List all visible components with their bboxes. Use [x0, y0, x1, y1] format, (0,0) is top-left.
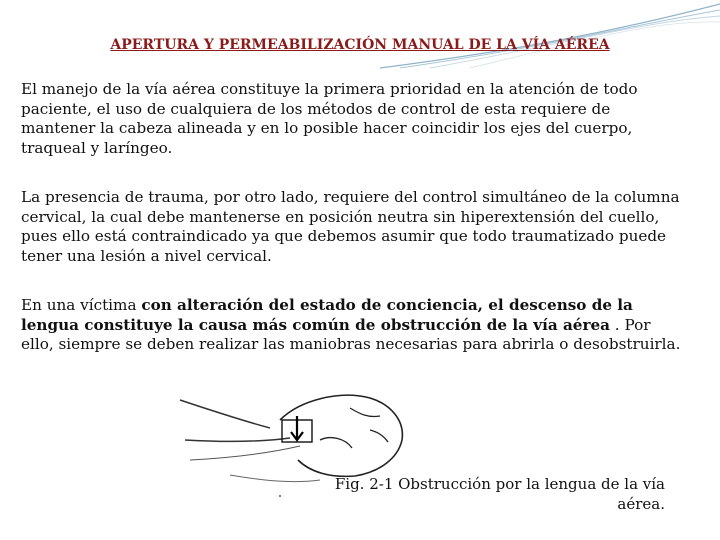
paragraph-intro: En una víctima [21, 296, 142, 314]
page-title: APERTURA Y PERMEABILIZACIÓN MANUAL DE LA VÍA AÉREA [110, 37, 610, 53]
paragraph-rest: . Por ello, siempre se deben realizar las maniobras necesarias para abrirla o desobstruirla. [21, 315, 681, 353]
paragraph-emphasis: con alteración del estado de conciencia, el descenso de la lengua constituye la causa más común de obstrucción de la vía aérea [21, 296, 633, 334]
paragraph-airway-management: El manejo de la vía aérea constituye la primera prioridad en la atención de todo paciente, el uso de cualquiera de los métodos de control de esta requiere de mantener la cabeza alineada y en lo posible hacer coincidir los ejes del cuerpo, traqueal y laríngeo. [21, 80, 638, 157]
figure-caption: Fig. 2-1 Obstrucción por la lengua de la vía aérea. [334, 475, 665, 513]
decorative-wave [0, 0, 720, 70]
paragraph-trauma: La presencia de trauma, por otro lado, requiere del control simultáneo de la columna cervical, la cual debe mantenerse en posición neutra sin hiperextensión del cuello, pues ello está contraindicado ya que debemos asumir que todo traumatizado puede tener una lesión a nivel cervical. [21, 188, 680, 265]
paragraph-tongue-obstruction [21, 296, 686, 355]
